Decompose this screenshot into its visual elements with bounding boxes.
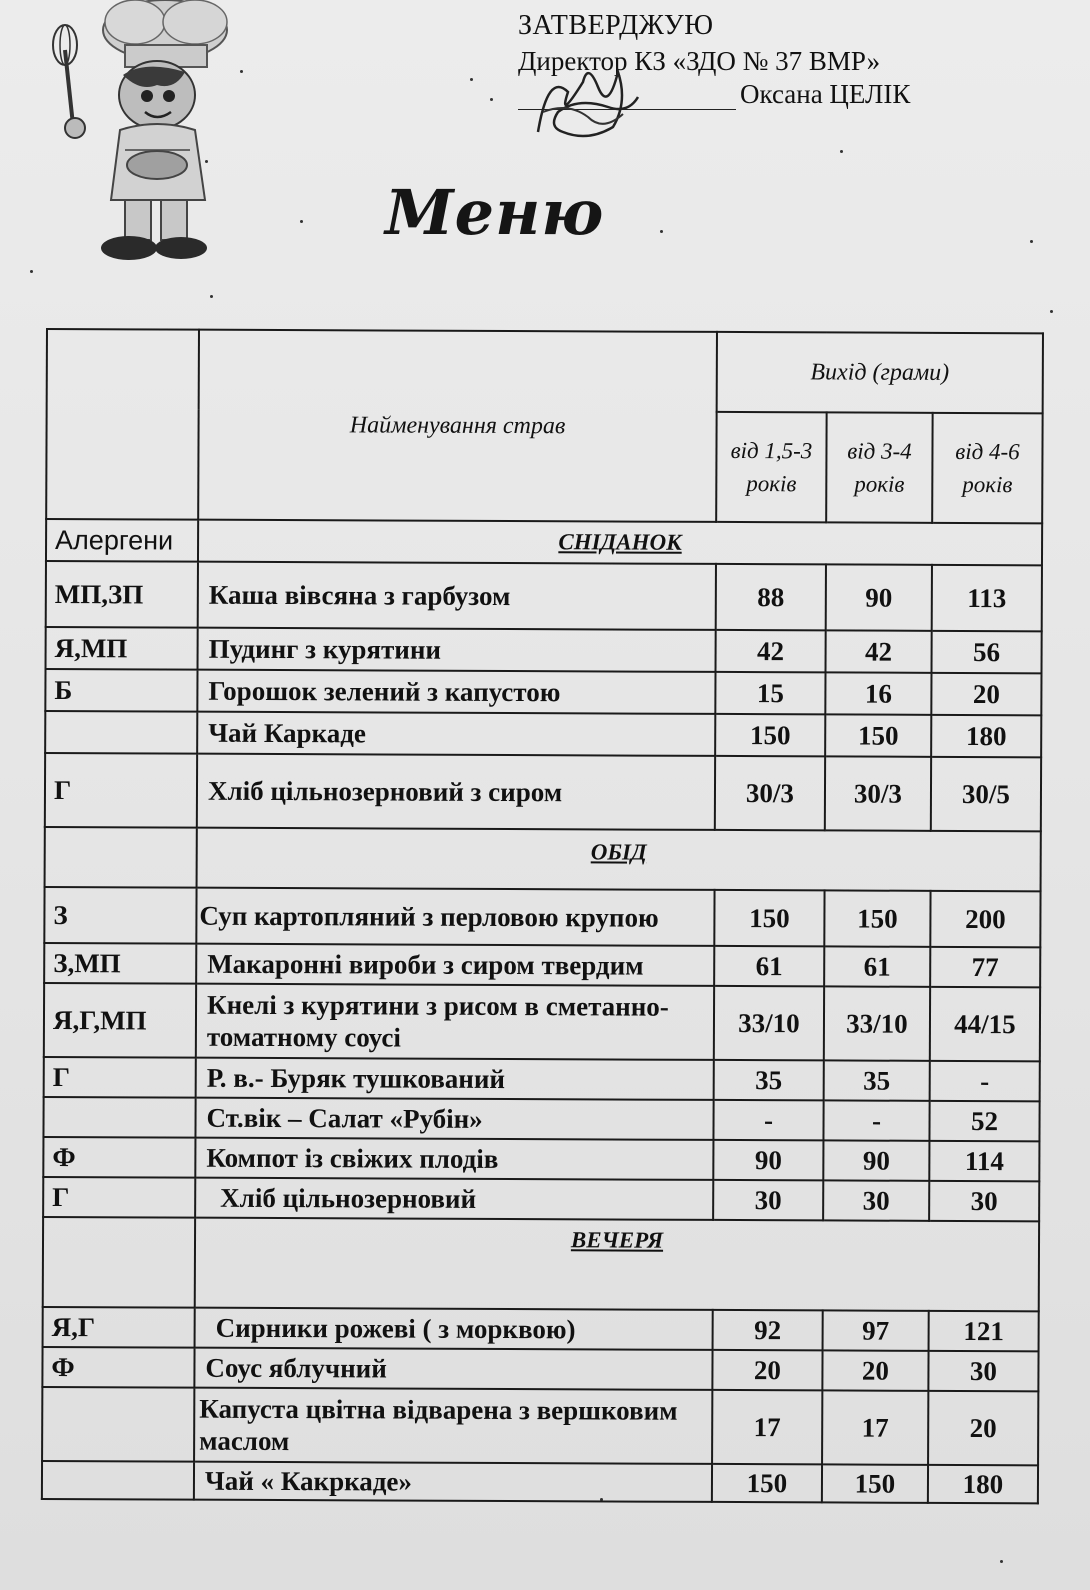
menu-table (41, 328, 1044, 1504)
dish-cell: Макаронні вироби з сиром твердим (196, 944, 714, 986)
allergen-cell: Я,МП (46, 627, 198, 670)
section-breakfast-title: СНІДАНОК (198, 520, 1042, 566)
portion-cell: 42 (716, 630, 826, 672)
dish-cell: Горошок зелений з капустою (197, 670, 715, 714)
portion-cell: 30 (929, 1181, 1039, 1221)
dish-cell: Соус яблучний (194, 1348, 712, 1390)
speckle (210, 295, 213, 298)
speckle (840, 150, 843, 153)
dish-cell: Компот із свіжих плодів (195, 1138, 713, 1180)
portion-cell: 30/3 (825, 756, 931, 830)
age-group-header: від 3-4 років (826, 412, 932, 522)
speckle (1000, 1560, 1003, 1563)
allergen-cell: Г (43, 1177, 195, 1218)
portion-cell: 150 (824, 890, 930, 946)
portion-cell: 42 (826, 630, 932, 672)
portion-cell: 20 (931, 673, 1041, 715)
portion-cell: 90 (823, 1140, 929, 1180)
portion-cell: - (823, 1100, 929, 1140)
dish-cell: Чай « Какркаде» (194, 1462, 712, 1502)
allergen-cell: З (44, 887, 196, 944)
portion-cell: 92 (713, 1310, 823, 1350)
blank-cell (43, 1217, 195, 1308)
dish-cell: Р. в.- Буряк тушкований (196, 1058, 714, 1100)
allergen-cell: Ф (43, 1137, 195, 1178)
allergen-cell (45, 711, 197, 754)
speckle (300, 220, 303, 223)
portion-cell: 150 (715, 714, 825, 756)
dish-cell: Хліб цільнозерновий (195, 1178, 713, 1220)
portion-cell: 56 (932, 631, 1042, 673)
portion-cell: 20 (928, 1391, 1038, 1465)
portion-cell: 20 (712, 1350, 822, 1390)
allergen-cell: Г (44, 1057, 196, 1098)
portion-cell: 114 (929, 1141, 1039, 1181)
portion-cell: 150 (714, 890, 824, 946)
portion-cell: 16 (825, 672, 931, 714)
portion-cell: 113 (932, 565, 1042, 631)
portion-cell: - (930, 1061, 1040, 1101)
portion-cell: 35 (714, 1060, 824, 1100)
allergen-cell: Я,Г,МП (44, 983, 196, 1058)
dish-cell: Ст.вік – Салат «Рубін» (195, 1098, 713, 1140)
allergen-cell: Я,Г (43, 1307, 195, 1348)
portion-cell: 30 (823, 1180, 929, 1220)
portion-cell: 77 (930, 947, 1040, 987)
chef-illustration (45, 0, 265, 270)
blank-header-cell (46, 329, 199, 520)
portion-cell: 121 (929, 1311, 1039, 1351)
portion-cell: 44/15 (930, 987, 1040, 1061)
portion-cell: 150 (825, 714, 931, 756)
allergen-cell (42, 1387, 194, 1462)
portion-cell: 150 (712, 1464, 822, 1502)
output-header: Вихід (грами) (717, 332, 1043, 413)
portion-cell: 20 (822, 1350, 928, 1390)
portion-cell: 180 (931, 715, 1041, 757)
section-dinner-title: ВЕЧЕРЯ (195, 1218, 1039, 1312)
allergen-cell: З,МП (44, 943, 196, 984)
speckle (1030, 240, 1033, 243)
portion-cell: 17 (822, 1390, 928, 1464)
section-lunch-title: ОБІД (197, 828, 1041, 892)
approval-heading: ЗАТВЕРДЖУЮ (518, 10, 714, 41)
age-group-header: від 1,5-3 років (716, 412, 826, 522)
portion-cell: 150 (822, 1464, 928, 1502)
allergen-cell: МП,ЗП (46, 561, 198, 628)
portion-cell: 30/5 (931, 757, 1041, 831)
approval-position: Директор КЗ «ЗДО № 37 ВМР» (518, 46, 881, 76)
portion-cell: 35 (824, 1060, 930, 1100)
portion-cell: 17 (712, 1390, 822, 1464)
allergens-header: Алергени (46, 519, 198, 562)
dish-cell: Суп картопляний з перловою крупою (196, 888, 714, 946)
speckle (470, 78, 473, 81)
portion-cell: 52 (929, 1101, 1039, 1141)
dish-cell: Капуста цвітна відварена з вершковим маслом (194, 1388, 712, 1464)
portion-cell: - (713, 1100, 823, 1140)
dish-cell: Сирники рожеві ( з морквою) (195, 1308, 713, 1350)
portion-cell: 200 (930, 891, 1040, 947)
speckle (490, 98, 493, 101)
dish-cell: Хліб цільнозерновий з сиром (197, 754, 715, 830)
portion-cell: 61 (714, 946, 824, 986)
dish-cell: Пудинг з курятини (198, 628, 716, 672)
page-title: Меню (385, 176, 605, 249)
dish-cell: Каша вівсяна з гарбузом (198, 562, 716, 630)
dish-name-header: Найменування страв (198, 330, 717, 522)
handwritten-signature (528, 52, 648, 147)
portion-cell: 61 (824, 946, 930, 986)
speckle (1050, 310, 1053, 313)
dish-cell: Кнелі з курятини з рисом в сметанно-томатному соусі (196, 984, 714, 1060)
portion-cell: 90 (826, 564, 932, 630)
allergen-cell: Ф (42, 1347, 194, 1388)
allergen-cell: Г (45, 753, 197, 828)
speckle (660, 230, 663, 233)
portion-cell: 88 (716, 564, 826, 630)
allergen-cell (43, 1097, 195, 1138)
blank-cell (45, 827, 197, 888)
allergen-cell: Б (45, 669, 197, 712)
portion-cell: 15 (715, 672, 825, 714)
portion-cell: 180 (928, 1465, 1038, 1503)
portion-cell: 90 (713, 1140, 823, 1180)
portion-cell: 30 (928, 1351, 1038, 1391)
portion-cell: 33/10 (824, 986, 930, 1060)
approval-name: Оксана ЦЕЛІК (740, 79, 911, 109)
portion-cell: 30 (713, 1180, 823, 1220)
dish-cell: Чай Каркаде (197, 712, 715, 756)
speckle (30, 270, 33, 273)
portion-cell: 97 (823, 1310, 929, 1350)
portion-cell: 30/3 (715, 756, 825, 830)
age-group-header: від 4-6 років (932, 413, 1042, 523)
allergen-cell (42, 1461, 194, 1500)
portion-cell: 33/10 (714, 986, 824, 1060)
